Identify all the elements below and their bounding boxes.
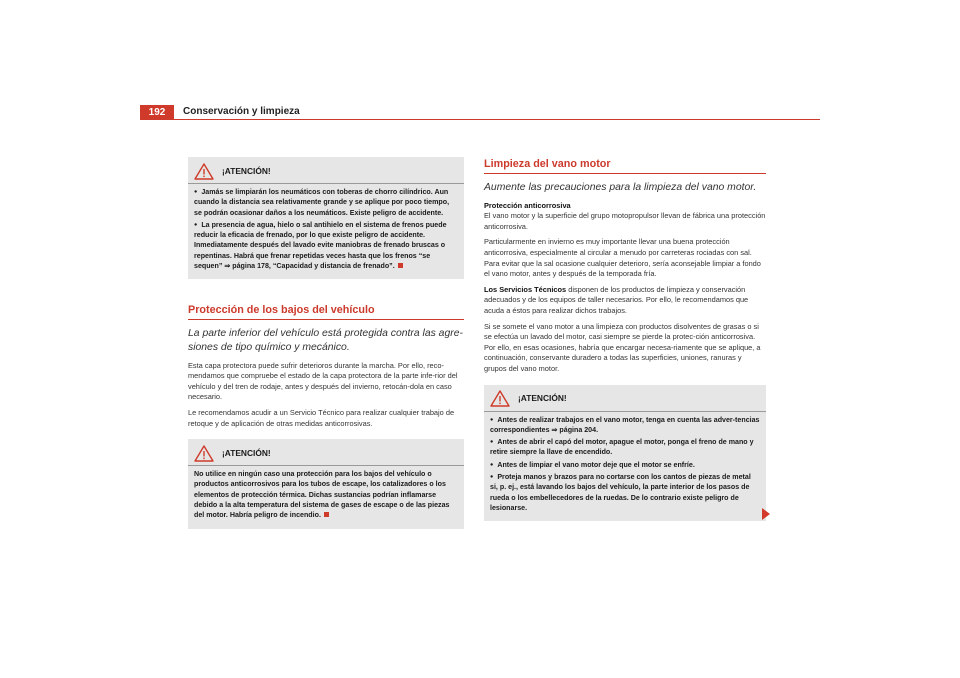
section-heading: Protección de los bajos del vehículo (188, 304, 375, 317)
warning-box-underbody (188, 439, 464, 528)
body-paragraph (484, 285, 766, 317)
warning-title: ¡ATENCIÓN! (222, 447, 271, 458)
warning-header (194, 161, 458, 181)
section-body (484, 201, 766, 375)
end-of-section-mark (324, 512, 329, 517)
warning-divider (188, 183, 464, 184)
running-header-title: Conservación y limpieza (183, 106, 300, 117)
body-paragraph: Si se somete el vano motor a una limpieza con productos disolventes de grasas o si se efectúa un lavado del motor, casi siempre se pierde la protec-ción anticorrosiva. Por ello, en esas ocasiones, habría que encargar necesa-riamente que se aplique, a continuación, conservante duradero a todas las superficies, uniones, ranuras y grupos del vano motor. (484, 321, 761, 373)
end-of-section-mark (398, 263, 403, 268)
subheading: Protección anticorrosiva (484, 200, 571, 210)
header-rule (140, 119, 820, 120)
page-number: 192 (140, 105, 174, 120)
warning-header (490, 389, 760, 409)
body-paragraph: Le recomendamos acudir a un Servicio Técnico para realizar cualquier trabajo de retoque y de aplicación de otras medidas anticorrosivas. (188, 407, 455, 428)
warning-item: ● Antes de limpiar el vano motor deje que el motor se enfríe. (490, 460, 760, 470)
body-paragraph: Esta capa protectora puede sufrir deterioros durante la marcha. Por ello, reco-mendamos que compruebe el estado de la capa protectora de la parte infe-rior del vehículo y del tren de rodaje, antes y después del invierno, retocán-dola en caso necesario. (188, 360, 458, 402)
body-paragraph: Particularmente en invierno es muy importante llevar una buena protección anticorrosiva, especialmente al circular a menudo por carreteras rociadas con sal. Para evitar que la sal ocasione cualquier deterioro, sería aconsejable limpiar a fondo el vano motor, antes y después de la temporada fría. (484, 237, 761, 279)
warning-item: ● Proteja manos y brazos para no cortarse con los cantos de piezas de metal si, p. ej., está lavando los bajos del vehículo, la parte interior de los pasos de rueda o los embellecedores de la ruedas. De lo contrario existe peligro de lesionarse. (490, 472, 760, 513)
warning-item: ● Antes de realizar trabajos en el vano motor, tenga en cuenta las adver-tencias correspondientes ⇒ página 204. (490, 415, 760, 436)
warning-divider (484, 411, 766, 412)
warning-box-tires-brakes (188, 157, 464, 279)
continue-arrow-icon (762, 508, 770, 520)
warning-triangle-icon (490, 389, 514, 409)
paragraph-text: disponen de los productos de limpieza y conservación adecuados y de los equipos de taller necesarios. Por ello, le recomendamos que acuda a éstos para realizar dichos trabajos. (484, 284, 749, 315)
section-lead: La parte inferior del vehículo está protegida contra las agre-siones de tipo químico y mecánico. (188, 328, 463, 353)
section-rule (484, 173, 766, 174)
section-body (188, 361, 464, 430)
warning-title: ¡ATENCIÓN! (222, 165, 271, 176)
body-paragraph: El vano motor y la superficie del grupo motopropulsor llevan de fábrica una protección anticorrosiva. (484, 211, 766, 231)
inline-bold-term: Los Servicios Técnicos (484, 284, 567, 294)
warning-text-with-end (194, 469, 458, 520)
warning-item-with-end (194, 220, 458, 271)
warning-triangle-icon (194, 161, 218, 181)
warning-text: No utilice en ningún caso una protección para los bajos del vehículo o productos anticorrosivos para los tubos de escape, los catalizadores o los elementos de protección térmica. Dichas sustancias podrían inflamarse debido a la alta temperatura del sistema de gases de escape o de las piezas del motor. Habría peligro de incendio. (194, 470, 450, 520)
warning-item-text: ● La presencia de agua, hielo o sal antihielo en el sistema de frenos puede reducir la eficacia de frenado, por lo que existe peligro de accidente. Inmediatamente después del lavado evite maniobras de frenado bruscas o repentinas. Habrá que frenar repetidas veces hasta que los frenos “se sequen” ⇒ página 178, “Capacidad y distancia de frenado”. (194, 221, 447, 270)
right-column (484, 157, 766, 521)
warning-title: ¡ATENCIÓN! (518, 393, 567, 404)
warning-header (194, 443, 458, 463)
section-rule (188, 319, 464, 320)
left-column (188, 157, 464, 529)
section-lead: Aumente las precauciones para la limpieza del vano motor. (484, 182, 757, 193)
warning-triangle-icon (194, 443, 218, 463)
warning-divider (188, 465, 464, 466)
warning-item: ● Jamás se limpiarán los neumáticos con toberas de chorro cilíndrico. Aun cuando la distancia sea relativamente grande y se aplique por poco tiempo, se podrán ocasionar daños a los neumáticos. Existe peligro de accidente. (194, 187, 458, 218)
warning-item: ● Antes de abrir el capó del motor, apague el motor, ponga el freno de mano y retire siempre la llave de encendido. (490, 437, 760, 458)
section-heading: Limpieza del vano motor (484, 158, 611, 170)
warning-box-engine (484, 385, 766, 522)
